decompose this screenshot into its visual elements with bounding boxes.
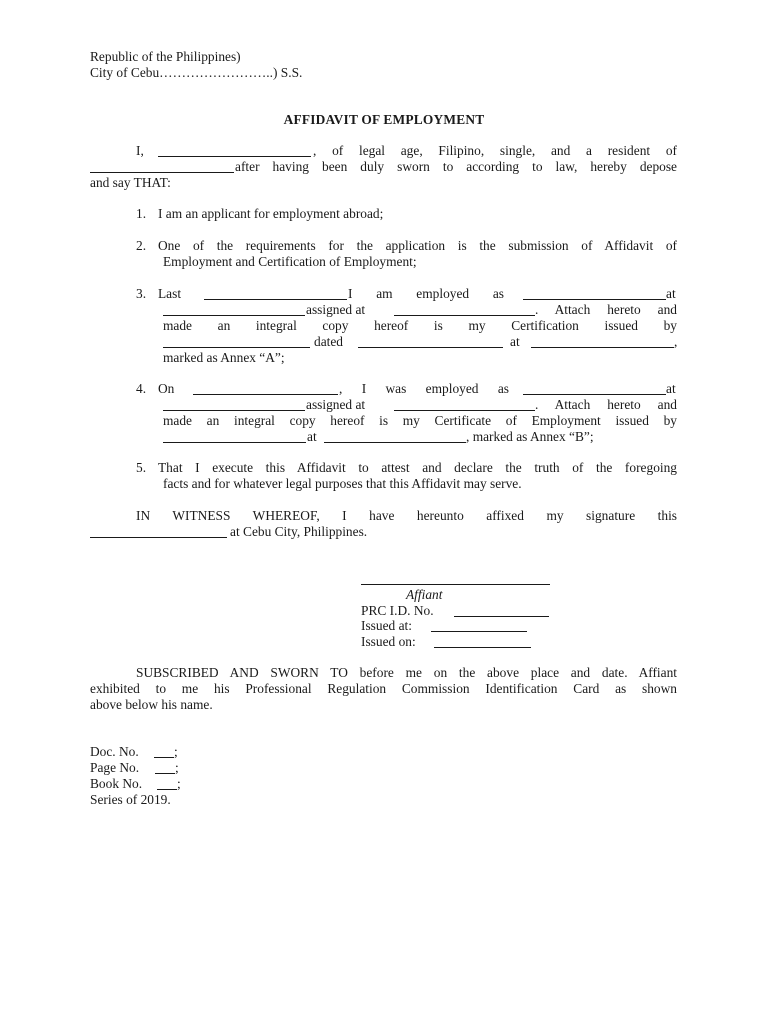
item-4-company-blank xyxy=(163,410,305,411)
item-4-employed-as: , I was employed as xyxy=(339,381,509,396)
item-3-at-2: at xyxy=(510,334,520,349)
issued-at-blank xyxy=(431,631,527,632)
subscribed-line-1: SUBSCRIBED AND SWORN TO before me on the above place and date. Affiant xyxy=(136,665,677,680)
book-no-end: ; xyxy=(177,776,181,791)
item-3-annex: marked as Annex “A”; xyxy=(163,350,285,365)
doc-no-label: Doc. No. xyxy=(90,744,139,759)
venue-line-1: Republic of the Philippines) xyxy=(90,49,241,64)
issued-on-blank xyxy=(434,647,531,648)
item-2-line-1: One of the requirements for the application is the submission of Affidavit of xyxy=(158,238,677,253)
item-3-last: Last xyxy=(158,286,182,301)
item-3-number: 3. xyxy=(136,286,147,301)
item-5-line-2: facts and for whatever legal purposes that this Affidavit may serve. xyxy=(163,476,522,491)
item-4-place-blank xyxy=(324,442,466,443)
name-blank xyxy=(158,156,311,157)
item-4-on: On xyxy=(158,381,175,396)
item-1-text: I am an applicant for employment abroad; xyxy=(158,206,384,221)
item-4-at-2: at xyxy=(307,429,317,444)
item-4-line-3: made an integral copy hereof is my Certificate of Employment issued by xyxy=(163,413,677,428)
item-2-number: 2. xyxy=(136,238,147,253)
item-3-at: at xyxy=(666,286,676,301)
item-3-issuer-blank xyxy=(163,347,310,348)
witness-line-2: at Cebu City, Philippines. xyxy=(230,524,368,539)
book-no-blank xyxy=(157,789,177,790)
book-no-label: Book No. xyxy=(90,776,143,791)
item-4-assignment-blank xyxy=(394,410,535,411)
issued-at-label: Issued at: xyxy=(361,618,412,633)
series-label: Series of 2019. xyxy=(90,792,171,807)
item-4-number: 4. xyxy=(136,381,147,396)
item-1-number: 1. xyxy=(136,206,147,221)
intro-line-3: and say THAT: xyxy=(90,175,171,190)
item-4-attach: . Attach hereto and xyxy=(535,397,677,412)
item-3-position-blank xyxy=(523,299,666,300)
item-4-position-blank xyxy=(523,394,666,395)
doc-no-end: ; xyxy=(174,744,178,759)
doc-no-blank xyxy=(154,757,174,758)
intro-line-1: , of legal age, Filipino, single, and a resident of xyxy=(313,143,677,158)
witness-date-blank xyxy=(90,537,227,538)
subscribed-line-3: above below his name. xyxy=(90,697,213,712)
item-2-line-2: Employment and Certification of Employment; xyxy=(163,254,417,269)
item-5-line-1: That I execute this Affidavit to attest and declare the truth of the foregoing xyxy=(158,460,677,475)
issued-on-label: Issued on: xyxy=(361,634,416,649)
item-3-date-blank xyxy=(358,347,503,348)
item-3-company-blank xyxy=(163,315,305,316)
intro-i: I, xyxy=(136,143,144,158)
subscribed-line-2: exhibited to me his Professional Regulation Commission Identification Card as shown xyxy=(90,681,677,696)
affiant-label: Affiant xyxy=(406,587,443,602)
page-no-label: Page No. xyxy=(90,760,140,775)
page-no-end: ; xyxy=(175,760,179,775)
item-3-attach: . Attach hereto and xyxy=(535,302,677,317)
item-3-comma: , xyxy=(674,334,678,349)
item-4-at: at xyxy=(666,381,676,396)
item-4-assigned-at: assigned at xyxy=(306,397,366,412)
witness-line-1: IN WITNESS WHEREOF, I have hereunto affixed my signature this xyxy=(136,508,677,523)
item-3-dated: dated xyxy=(314,334,343,349)
item-4-annex: , marked as Annex “B”; xyxy=(466,429,594,444)
prc-id-label: PRC I.D. No. xyxy=(361,603,434,618)
item-3-line-3: made an integral copy hereof is my Certification issued by xyxy=(163,318,677,333)
residence-blank xyxy=(90,172,234,173)
intro-line-2: after having been duly sworn to according to law, hereby depose xyxy=(235,159,677,174)
document-title: AFFIDAVIT OF EMPLOYMENT xyxy=(283,112,485,127)
page-no-blank xyxy=(155,773,175,774)
item-3-assignment-blank xyxy=(394,315,535,316)
venue-line-2: City of Cebu……………………..) S.S. xyxy=(90,65,303,80)
item-3-place-blank xyxy=(531,347,674,348)
item-3-employed-as: I am employed as xyxy=(348,286,504,301)
item-3-period-blank xyxy=(204,299,347,300)
prc-id-blank xyxy=(454,616,549,617)
item-3-assigned-at: assigned at xyxy=(306,302,366,317)
signature-line xyxy=(361,584,550,585)
item-4-date-blank xyxy=(193,394,338,395)
item-4-issuer-blank xyxy=(163,442,306,443)
item-5-number: 5. xyxy=(136,460,147,475)
